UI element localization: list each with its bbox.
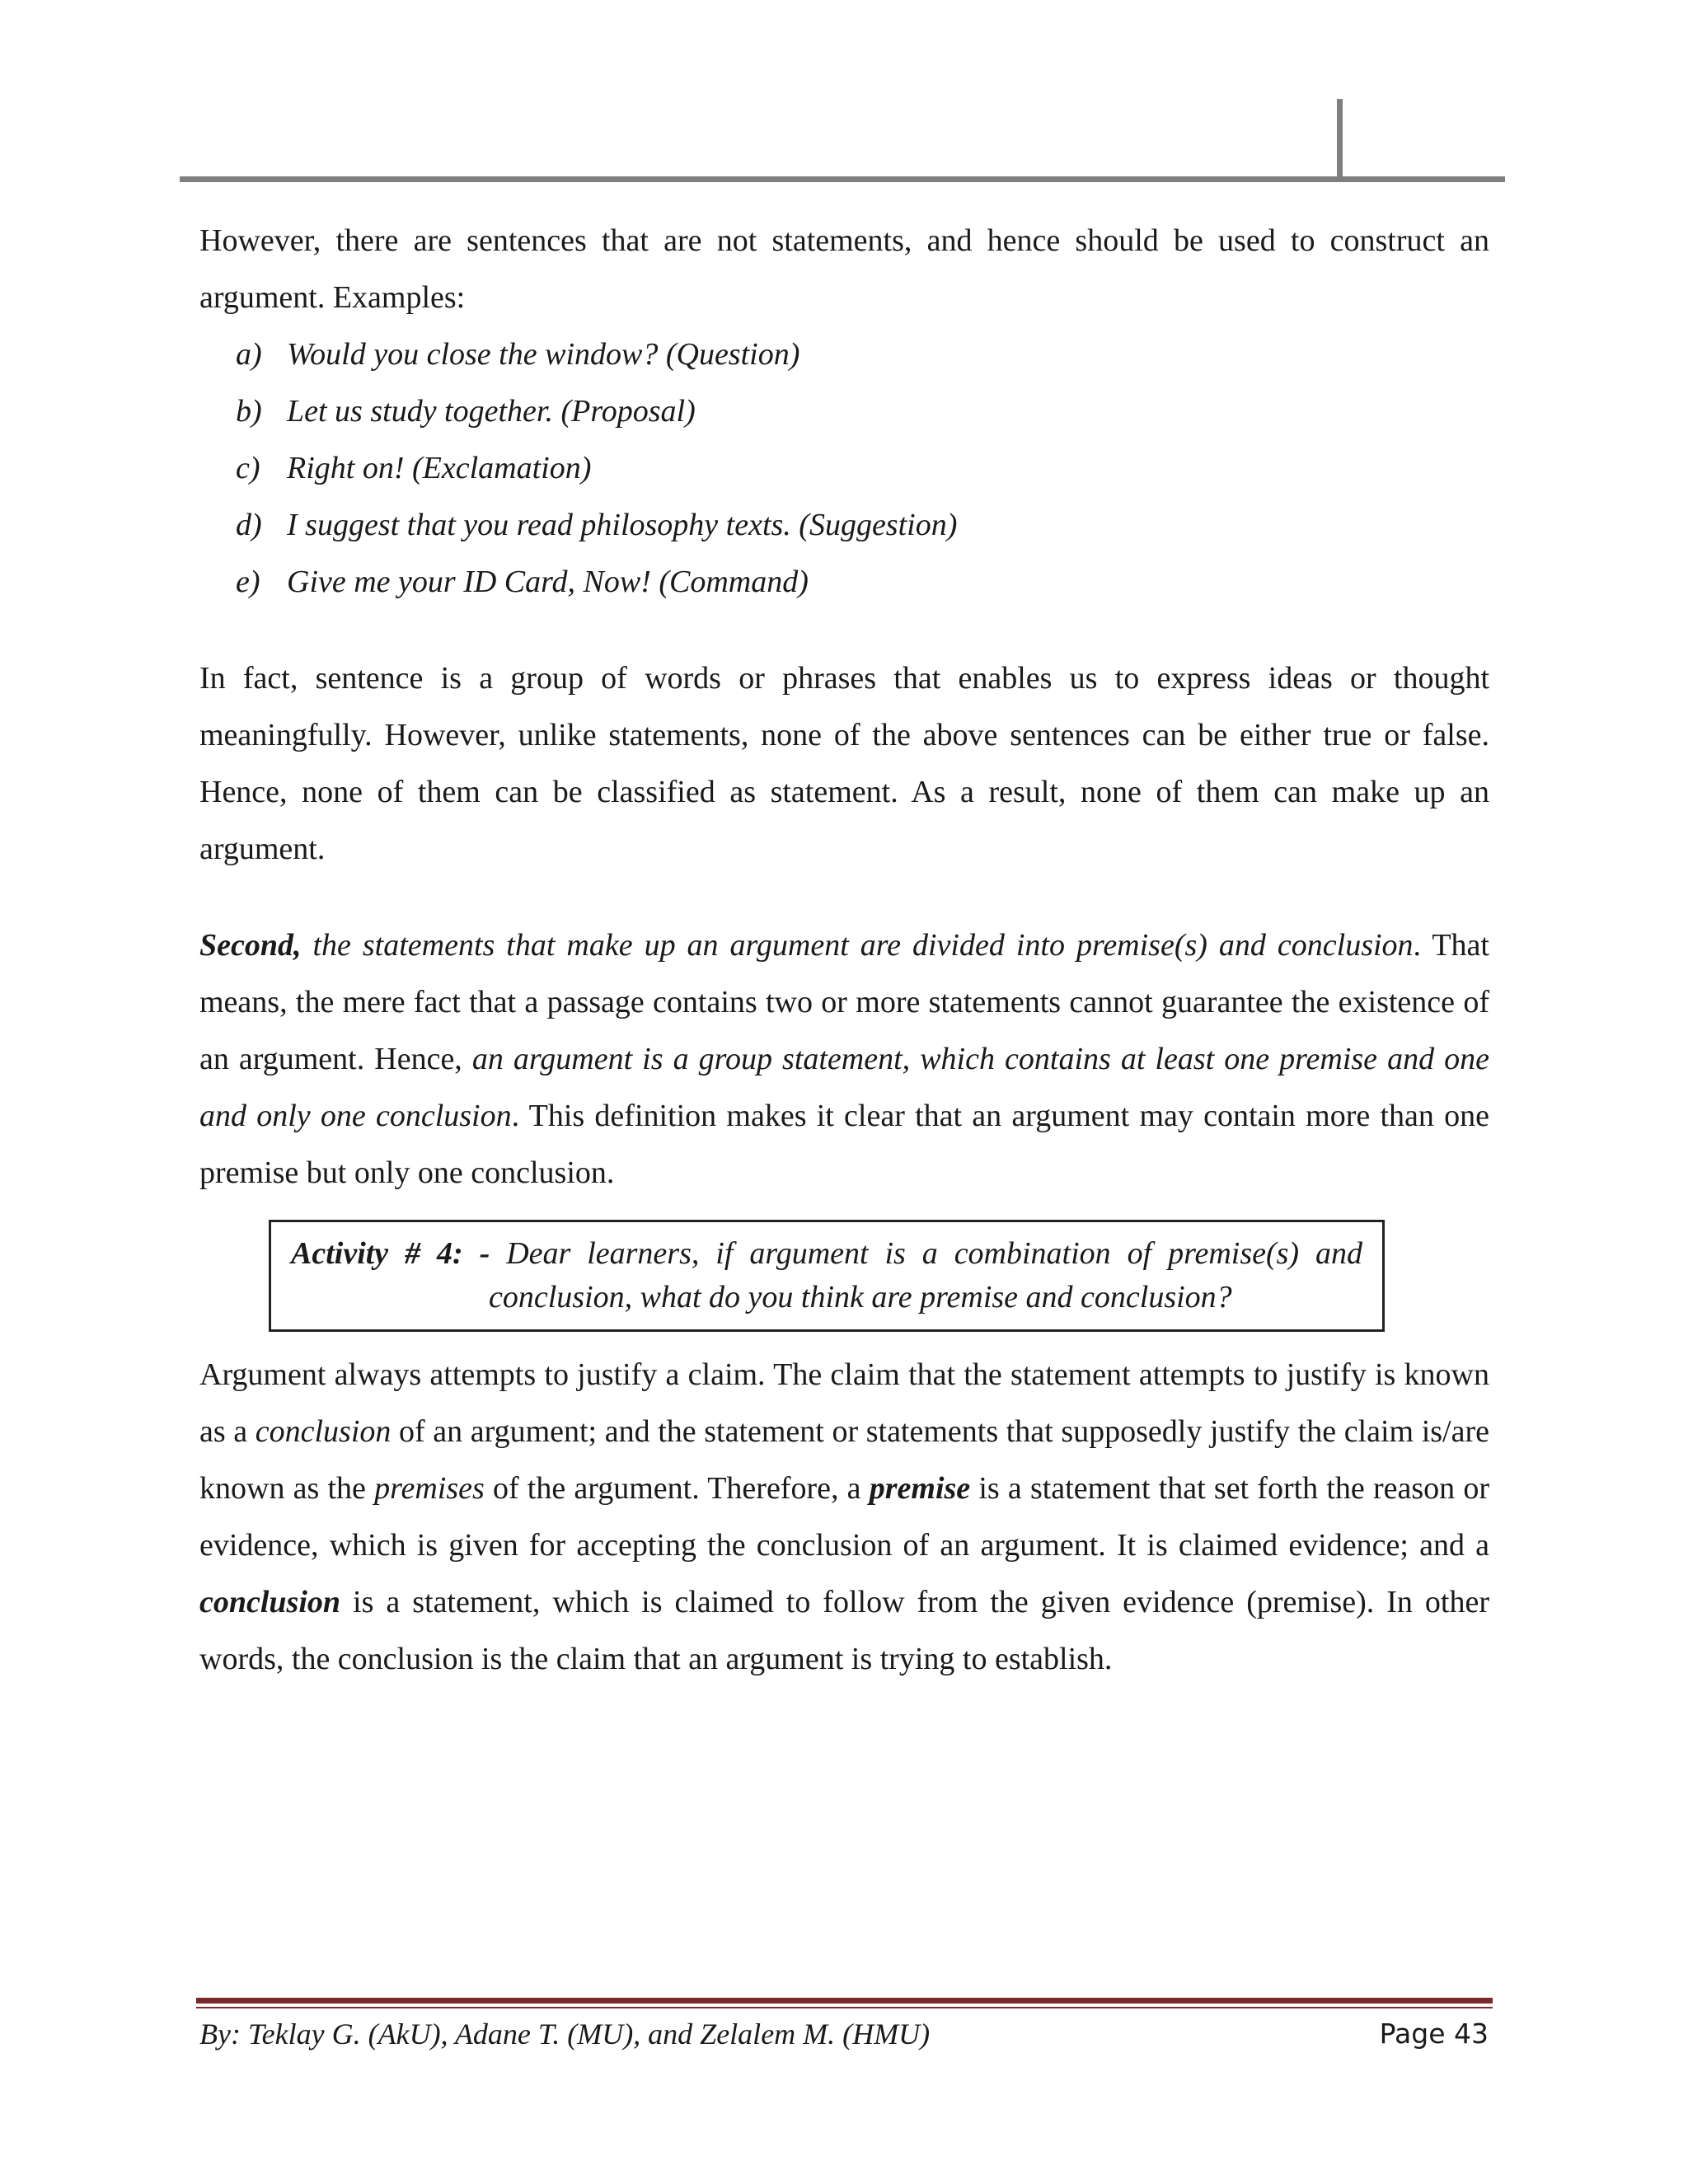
footer-authors: By: Teklay G. (AkU), Adane T. (MU), and Zelalem M. (HMU) xyxy=(199,2018,931,2050)
spacer xyxy=(199,878,1489,917)
list-marker: e) xyxy=(236,565,260,599)
second-text-1: . That means, the mere fact that a passage contains two or more statements cannot guarantee the existence of an argument. Hence, xyxy=(199,928,1489,1076)
second-lead: Second, xyxy=(199,928,302,963)
page-body xyxy=(199,213,1489,1688)
argument-paragraph xyxy=(199,1347,1489,1688)
list-item xyxy=(199,497,1489,554)
list-item xyxy=(199,440,1489,497)
list-item-text: Would you close the window? (Question) xyxy=(287,337,800,372)
activity-label: Activity # 4: - xyxy=(291,1236,490,1271)
activity-line-1 xyxy=(291,1232,1362,1276)
argument-definition: an argument is a group statement, which contains at least one premise and one and only one conclusion xyxy=(199,1042,1489,1133)
page-number: Page 43 xyxy=(1379,2018,1489,2050)
list-item-text: Right on! (Exclamation) xyxy=(287,451,592,485)
list-item-text: Give me your ID Card, Now! (Command) xyxy=(287,565,809,599)
spacer xyxy=(199,611,1489,650)
activity-text-1: Dear learners, if argument is a combination of premise(s) and xyxy=(490,1236,1362,1271)
second-lead-italic: the statements that make up an argument are divided into premise(s) and conclusion xyxy=(301,928,1414,963)
list-item xyxy=(199,383,1489,440)
term-premises: premises xyxy=(374,1471,485,1506)
list-item-text: I suggest that you read philosophy texts. (Suggestion) xyxy=(287,508,958,542)
list-item-text: Let us study together. (Proposal) xyxy=(287,394,696,429)
argument-text-5: is a statement, which is claimed to follow from the given evidence (premise). In other words, the conclusion is the claim that an argument is trying to establish. xyxy=(199,1585,1489,1676)
second-text-2: . This definition makes it clear that an argument may contain more than one premise but only one conclusion. xyxy=(199,1099,1489,1190)
footer-rule-thin xyxy=(196,2007,1493,2008)
intro-paragraph: However, there are sentences that are not statements, and hence should be used to construct an argument. Examples: xyxy=(199,223,1489,315)
list-marker: b) xyxy=(236,394,262,429)
argument-text-2: of an argument; and the statement or statements that supposedly justify the claim is/are known as the xyxy=(199,1414,1489,1506)
second-paragraph xyxy=(199,917,1489,1202)
footer-rule xyxy=(196,1998,1493,2004)
activity-line-2: conclusion, what do you think are premise and conclusion? xyxy=(489,1280,1232,1315)
argument-text-4: is a statement that set forth the reason or evidence, which is given for accepting the conclusion of an argument. It is claimed evidence; and a xyxy=(199,1471,1489,1563)
list-marker: a) xyxy=(236,337,262,372)
activity-box xyxy=(269,1220,1385,1332)
list-item xyxy=(199,554,1489,611)
term-premise-bold: premise xyxy=(869,1471,971,1506)
header-rule xyxy=(180,176,1505,182)
list-marker: d) xyxy=(236,508,262,542)
examples-list xyxy=(199,326,1489,611)
term-conclusion-bold: conclusion xyxy=(199,1585,341,1619)
list-item xyxy=(199,326,1489,383)
argument-text-1: Argument always attempts to justify a claim. The claim that the statement attempts to justify is known as a xyxy=(199,1357,1489,1449)
header-tick xyxy=(1337,99,1343,180)
argument-text-3: of the argument. Therefore, a xyxy=(484,1471,870,1506)
term-conclusion: conclusion xyxy=(255,1414,392,1449)
fact-paragraph: In fact, sentence is a group of words or phrases that enables us to express ideas or thought meaningfully. However, unlike statements, none of the above sentences can be either true or false. Hence, none of them can be classified as statement. As a result, none of them can make up an argument. xyxy=(199,661,1489,866)
list-marker: c) xyxy=(236,451,260,485)
